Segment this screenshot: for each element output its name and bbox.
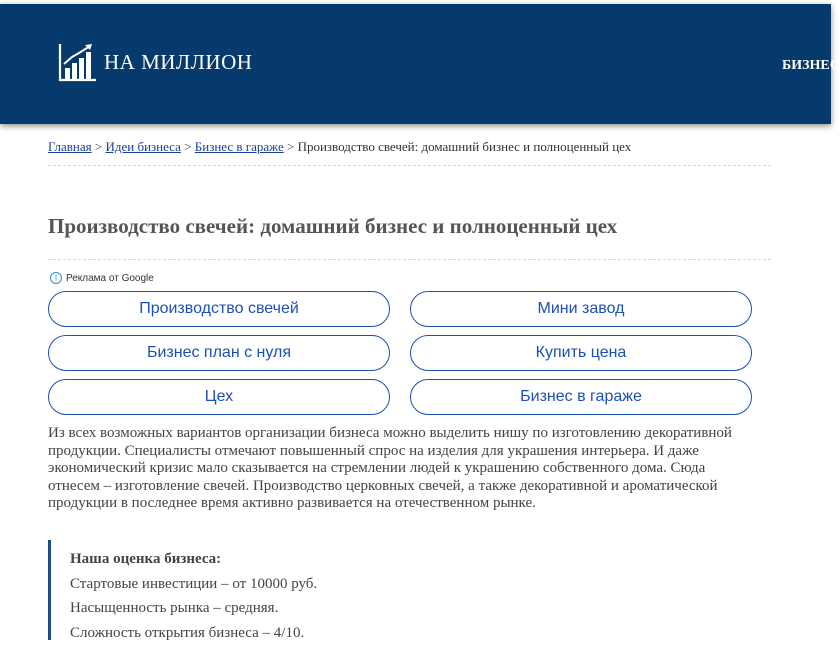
estimate-difficulty: Сложность открытия бизнеса – 4/10. <box>70 621 570 645</box>
divider <box>48 165 771 166</box>
nav-item-business[interactable]: БИЗНЕС <box>782 58 840 74</box>
estimate-investment: Стартовые инвестиции – от 10000 руб. <box>70 572 570 597</box>
chart-growth-icon <box>58 42 98 82</box>
ad-link-button[interactable]: Производство свечей <box>48 291 390 327</box>
ad-link-button[interactable]: Бизнес в гараже <box>410 379 752 415</box>
page-title: Производство свечей: домашний бизнес и полноценный цех <box>48 214 617 239</box>
site-logo[interactable] <box>58 40 252 84</box>
breadcrumb-garage-link[interactable]: Бизнес в гараже <box>195 139 284 154</box>
estimate-title: Наша оценка бизнеса: <box>70 547 570 572</box>
breadcrumb-home-link[interactable]: Главная <box>48 139 92 154</box>
breadcrumb-current: Производство свечей: домашний бизнес и полноценный цех <box>298 139 632 154</box>
business-estimate-block <box>48 540 570 640</box>
info-icon[interactable]: i <box>50 272 62 284</box>
logo-text: НА МИЛЛИОН <box>104 50 252 75</box>
ad-link-button[interactable]: Купить цена <box>410 335 752 371</box>
ad-link-button[interactable]: Цех <box>48 379 390 415</box>
divider <box>48 259 771 260</box>
site-header <box>0 4 831 124</box>
breadcrumb-separator: > <box>95 139 102 154</box>
ad-link-button[interactable]: Бизнес план с нуля <box>48 335 390 371</box>
breadcrumb-separator: > <box>184 139 191 154</box>
ads-label[interactable] <box>50 272 154 284</box>
intro-paragraph: Из всех возможных вариантов организации бизнеса можно выделить нишу по изготовлению декоративной продукции. Специалисты отмечают повышенный спрос на изделия для украшения интерьера. И даже экономический кризис мало сказывается на стремлении людей к украшению собственного дома. Сюда отнесем – изготовление свечей. Производство церковных свечей, а также декоративной и ароматической продукции в последнее время активно развивается на отечественном рынке. <box>48 425 758 513</box>
breadcrumb-ideas-link[interactable]: Идеи бизнеса <box>105 139 180 154</box>
ads-label-text: Реклама от Google <box>66 273 154 284</box>
ad-links-grid <box>48 291 754 419</box>
ad-link-button[interactable]: Мини завод <box>410 291 752 327</box>
estimate-saturation: Насыщенность рынка – средняя. <box>70 596 570 621</box>
breadcrumb <box>48 139 631 155</box>
breadcrumb-separator: > <box>287 139 294 154</box>
